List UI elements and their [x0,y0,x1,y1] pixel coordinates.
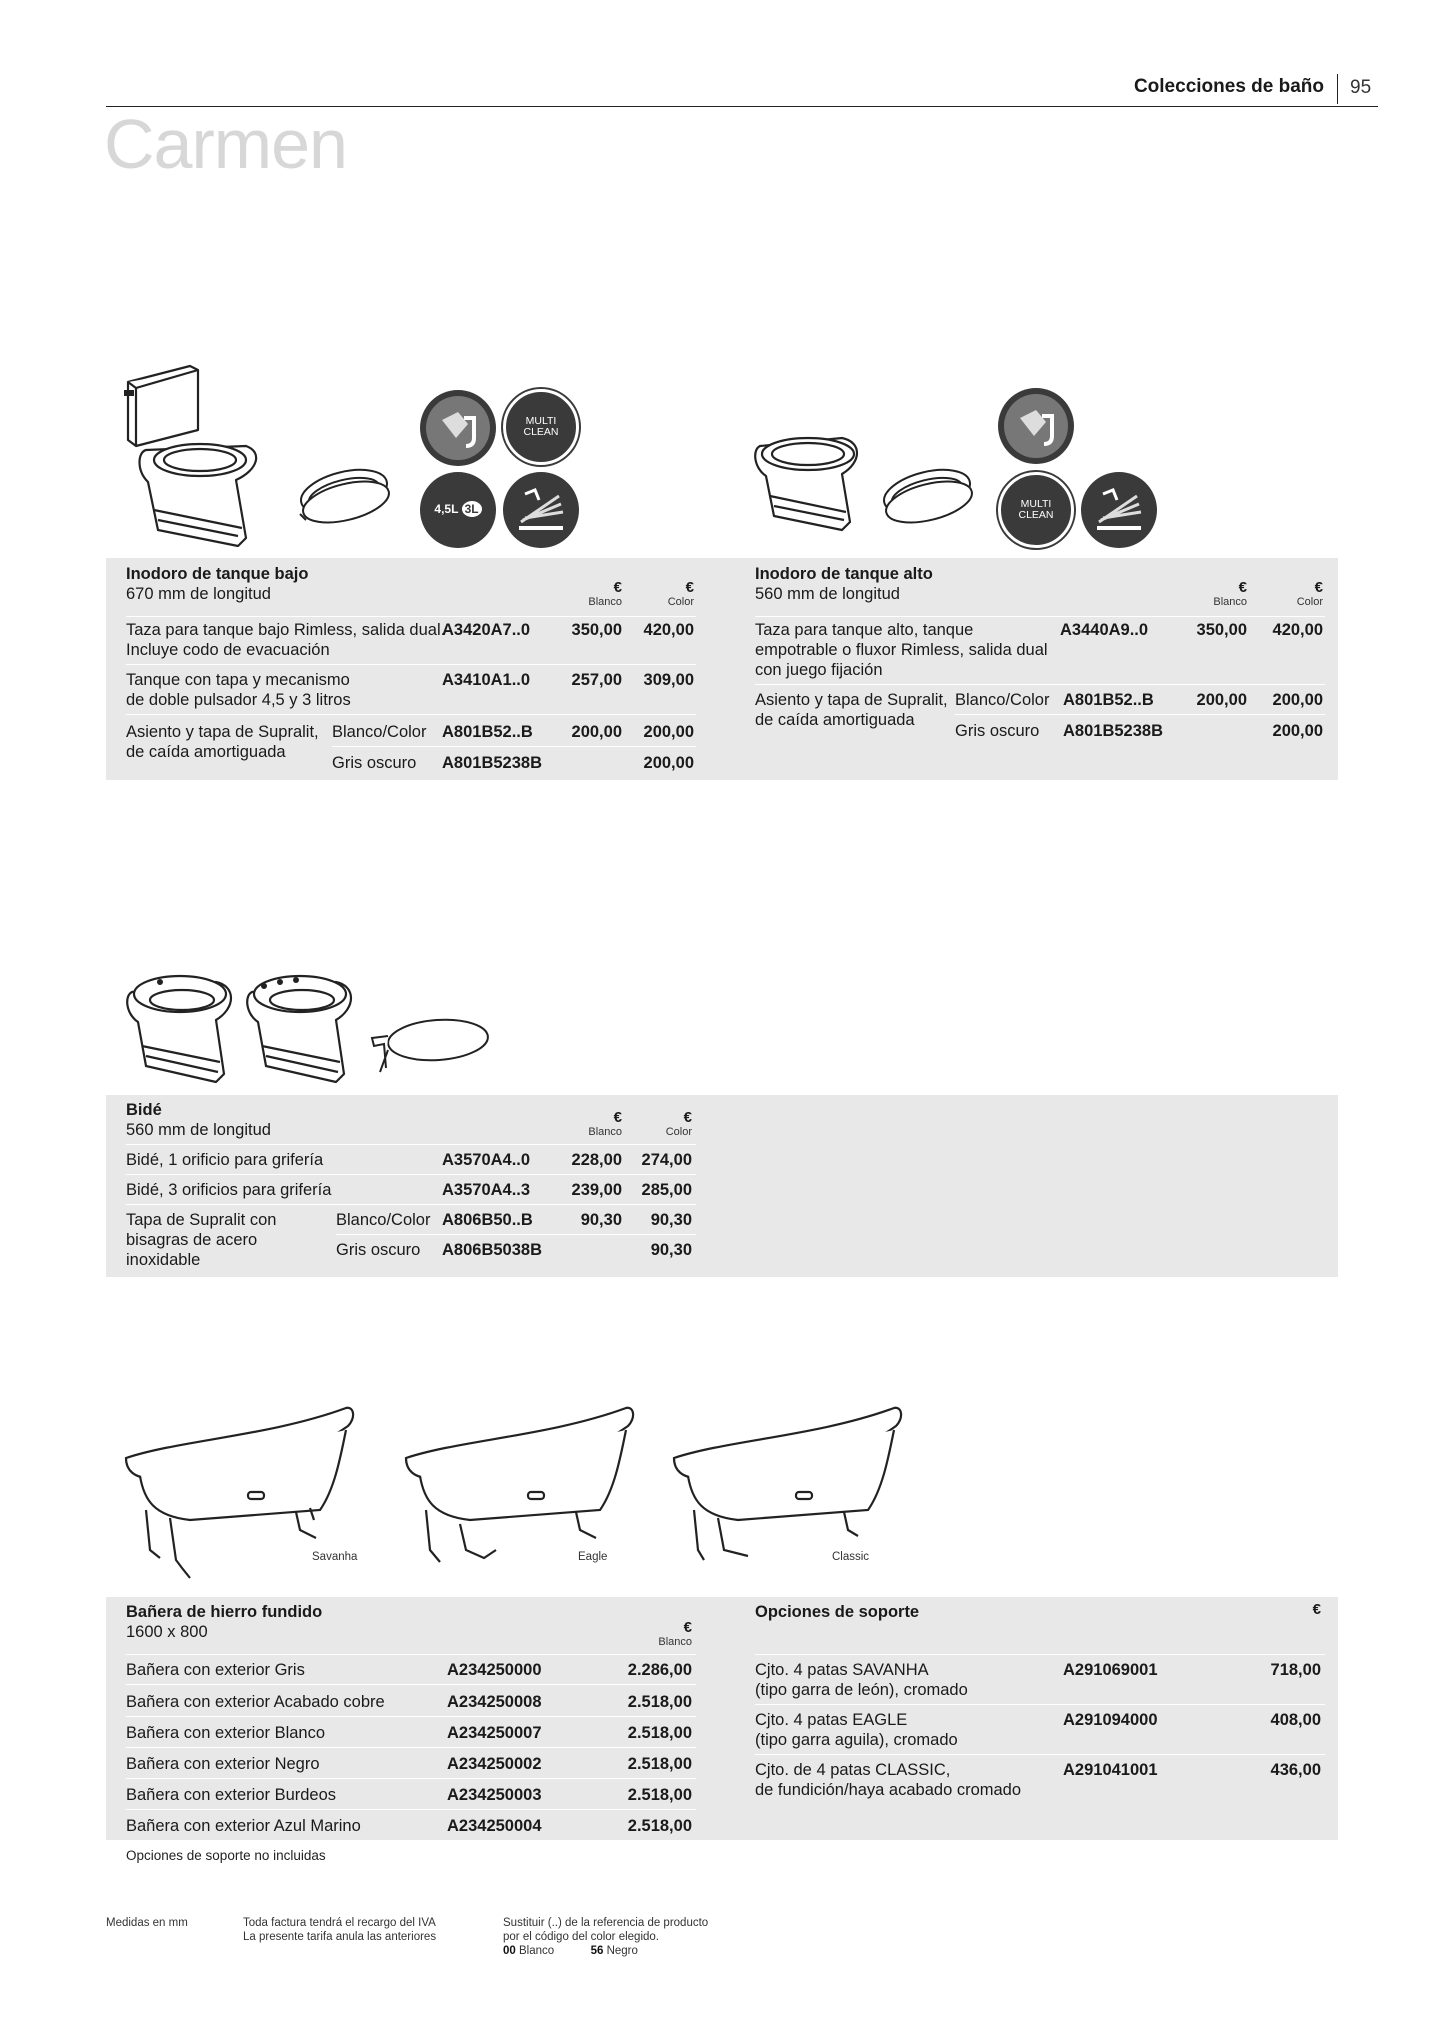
row-divider [755,1654,1325,1655]
toilet-low-tank-drawing [118,360,268,550]
footer-subst-line-2: por el código del color elegido. [503,1931,659,1943]
col-white-label: Blanco [588,596,622,608]
row-price-color: 420,00 [643,621,694,639]
col-currency-header [1261,1602,1321,1618]
row-price-color: 90,30 [650,1211,692,1229]
col-color-label: Color [1296,596,1323,608]
row-divider [755,1754,1325,1755]
currency-symbol: € [613,1109,622,1126]
flush-half-label: 3L [462,501,482,517]
footer-substitution [503,1916,708,1958]
row-divider [126,1204,696,1205]
row-description: Asiento y tapa de Supralit, de caída amortiguada [126,723,319,761]
row-description: Bidé, 1 orificio para grifería [126,1151,324,1169]
table-row [126,1660,696,1680]
row-price: 2.518,00 [627,1755,692,1773]
bathtub-table [126,1602,696,1838]
row-price-white: 350,00 [571,621,622,639]
multiclean-badge-icon [503,389,579,465]
table-title: Opciones de soporte [755,1603,920,1621]
table-title: Bidé [126,1101,162,1119]
row-code: A801B52..B [1063,691,1154,709]
row-description: Bañera con exterior Blanco [126,1724,326,1742]
support-table [755,1602,1325,1802]
tub-caption-eagle: Eagle [578,1551,608,1563]
row-price-white: 228,00 [571,1151,622,1169]
col-color-header [634,580,694,609]
row-price: 2.518,00 [627,1817,692,1835]
row-code: A291041001 [1063,1761,1158,1779]
table-row [126,1150,696,1170]
row-price: 2.286,00 [627,1661,692,1679]
soft-close-badge-icon-2 [1081,472,1157,548]
row-price-white: 350,00 [1196,621,1247,639]
row-code: A234250007 [447,1724,542,1742]
row-description: Taza para tanque alto, tanque empotrable o fluxor Rimless, salida dual con juego fijación [755,621,1048,679]
toilet-low-table [126,564,696,774]
multiclean-badge-icon-2 [998,472,1074,548]
row-price: 436,00 [1270,1761,1321,1779]
table-subtitle: 560 mm de longitud [755,585,900,603]
row-code: A3440A9..0 [1060,621,1149,639]
row-divider [126,1778,696,1779]
support-note: Opciones de soporte no incluidas [126,1848,326,1863]
row-code: A291094000 [1063,1711,1158,1729]
code-black: 56 [590,1945,604,1957]
row-price: 718,00 [1270,1661,1321,1679]
row-code: A801B52..B [442,723,533,741]
table-row [126,670,696,710]
table-row [126,753,696,773]
row-variant: Blanco/Color [955,691,1050,709]
row-code: A801B5238B [442,754,542,772]
row-divider [126,664,696,665]
row-description: Tapa de Supralit con bisagras de acero inoxidable [126,1211,277,1269]
row-description: Bañera con exterior Azul Marino [126,1817,361,1835]
bidet-one-hole-drawing [124,962,238,1090]
row-code: A3420A7..0 [442,621,531,639]
row-description: Cjto. 4 patas SAVANHA (tipo garra de león), cromado [755,1661,968,1699]
table-title: Inodoro de tanque alto [755,565,933,583]
table-row [126,1180,696,1200]
table-row [755,721,1325,741]
row-variant: Blanco/Color [332,723,427,741]
flush-full-label: 4,5L [434,502,459,516]
table-subtitle: 560 mm de longitud [126,1121,271,1139]
row-divider [332,746,696,747]
row-price-white: 90,30 [580,1211,622,1229]
row-price-color: 200,00 [1272,722,1323,740]
bidet-lid-drawing [366,1010,492,1080]
col-white-header [632,1620,692,1649]
hygiene-badge-icon [420,390,496,466]
currency-symbol: € [685,579,694,596]
tub-caption-savanha: Savanha [312,1551,358,1563]
label-white: Blanco [519,1945,555,1957]
col-white-label: Blanco [1213,596,1247,608]
row-price-color: 90,30 [650,1241,692,1259]
row-price-white: 257,00 [571,671,622,689]
row-description: Cjto. 4 patas EAGLE (tipo garra aguila), cromado [755,1711,958,1749]
row-description: Asiento y tapa de Supralit, de caída amortiguada [755,691,948,729]
row-divider [126,714,696,715]
currency-symbol: € [613,579,622,596]
row-price-white: 200,00 [571,723,622,741]
table-row [755,1660,1325,1700]
row-price: 2.518,00 [627,1724,692,1742]
multiclean-line-1: MULTI [525,415,557,427]
row-price-white: 200,00 [1196,691,1247,709]
row-divider [126,1654,696,1655]
multiclean-line-2b: CLEAN [1018,509,1054,521]
row-divider [126,1747,696,1748]
row-price: 2.518,00 [627,1786,692,1804]
table-title: Bañera de hierro fundido [126,1603,323,1621]
row-divider [126,1809,696,1810]
tub-caption-classic: Classic [832,1551,870,1563]
row-code: A234250003 [447,1786,542,1804]
toilet-seat-drawing-2 [875,462,975,532]
col-color-label: Color [667,596,694,608]
table-row [755,620,1325,682]
toilet-high-table [755,564,1325,774]
row-description: Bidé, 3 orificios para grifería [126,1181,332,1199]
row-code: A234250000 [447,1661,542,1679]
footer-color-codes [503,1944,708,1958]
table-row [126,1240,696,1260]
row-description: Tanque con tapa y mecanismo de doble pulsador 4,5 y 3 litros [126,671,351,709]
currency-symbol: € [1314,579,1323,596]
row-variant: Gris oscuro [336,1241,421,1259]
row-price-color: 309,00 [643,671,694,689]
col-white-header [1187,580,1247,609]
toilet-seat-drawing [292,462,392,532]
row-divider [955,714,1325,715]
row-variant: Blanco/Color [336,1211,431,1229]
page-number: 95 [1350,77,1372,98]
row-code: A3410A1..0 [442,671,531,689]
multiclean-line-2: CLEAN [523,426,559,438]
row-price-white: 239,00 [571,1181,622,1199]
row-code: A3570A4..0 [442,1151,531,1169]
footer-tax [243,1916,436,1944]
currency-symbol: € [683,1619,692,1636]
row-divider [126,616,696,617]
row-price-color: 274,00 [641,1151,692,1169]
row-price-color: 285,00 [641,1181,692,1199]
table-row [755,1760,1325,1800]
table-row [126,1816,696,1836]
row-code: A234250008 [447,1693,542,1711]
row-price-color: 200,00 [643,723,694,741]
collection-title: Carmen [104,105,347,183]
row-description: Bañera con exterior Negro [126,1755,320,1773]
col-color-label: Color [665,1126,692,1138]
soft-close-badge-icon [503,472,579,548]
row-price: 408,00 [1270,1711,1321,1729]
bathtub-classic-drawing [668,1400,908,1590]
row-code: A806B5038B [442,1241,542,1259]
col-white-label: Blanco [658,1636,692,1648]
footer-units: Medidas en mm [106,1917,188,1929]
row-variant: Gris oscuro [332,754,417,772]
row-divider [755,684,1325,685]
currency-symbol: € [1238,579,1247,596]
row-code: A3570A4..3 [442,1181,531,1199]
table-title: Inodoro de tanque bajo [126,565,309,583]
col-color-header [1263,580,1323,609]
row-price-color: 420,00 [1272,621,1323,639]
row-description: Cjto. de 4 patas CLASSIC, de fundición/haya acabado cromado [755,1761,1022,1799]
table-row [126,1692,696,1712]
row-code: A234250002 [447,1755,542,1773]
row-description: Bañera con exterior Gris [126,1661,305,1679]
row-divider [755,1704,1325,1705]
row-code: A806B50..B [442,1211,533,1229]
row-divider [126,1684,696,1685]
table-row [755,1710,1325,1750]
footer-tax-line-2: La presente tarifa anula las anteriores [243,1931,437,1943]
table-row [126,1723,696,1743]
row-code: A234250004 [447,1817,542,1835]
table-row [126,620,696,660]
header-divider [1337,74,1338,104]
row-divider [126,1716,696,1717]
col-white-header [562,1110,622,1139]
row-variant: Gris oscuro [955,722,1040,740]
row-price: 2.518,00 [627,1693,692,1711]
currency-symbol: € [683,1109,692,1126]
row-divider [336,1234,696,1235]
row-code: A291069001 [1063,1661,1158,1679]
row-code: A801B5238B [1063,722,1163,740]
row-price-color: 200,00 [1272,691,1323,709]
row-description: Bañera con exterior Burdeos [126,1786,337,1804]
label-black: Negro [606,1945,638,1957]
multiclean-line-1b: MULTI [1020,498,1052,510]
code-white: 00 [503,1945,516,1957]
col-white-header [562,580,622,609]
toilet-high-tank-drawing [752,420,862,535]
section-title: Colecciones de baño [1133,76,1324,97]
row-divider [126,1174,696,1175]
bidet-table [126,1100,696,1270]
row-description: Bañera con exterior Acabado cobre [126,1693,385,1711]
table-row [126,1785,696,1805]
footer-tax-line-1: Toda factura tendrá el recargo del IVA [243,1917,436,1929]
row-divider [126,1144,696,1145]
table-subtitle: 670 mm de longitud [126,585,271,603]
col-color-header [632,1110,692,1139]
currency-symbol: € [1312,1601,1321,1618]
table-row [126,1754,696,1774]
row-price-color: 200,00 [643,754,694,772]
table-subtitle: 1600 x 800 [126,1623,208,1641]
dual-flush-badge-icon [420,472,496,548]
row-description: Taza para tanque bajo Rimless, salida dual. Incluye codo de evacuación [126,621,446,659]
hygiene-badge-icon-2 [998,388,1074,464]
row-divider [755,616,1325,617]
col-white-label: Blanco [588,1126,622,1138]
bidet-three-holes-drawing [244,962,358,1090]
footer-subst-line-1: Sustituir (..) de la referencia de producto [503,1917,709,1929]
